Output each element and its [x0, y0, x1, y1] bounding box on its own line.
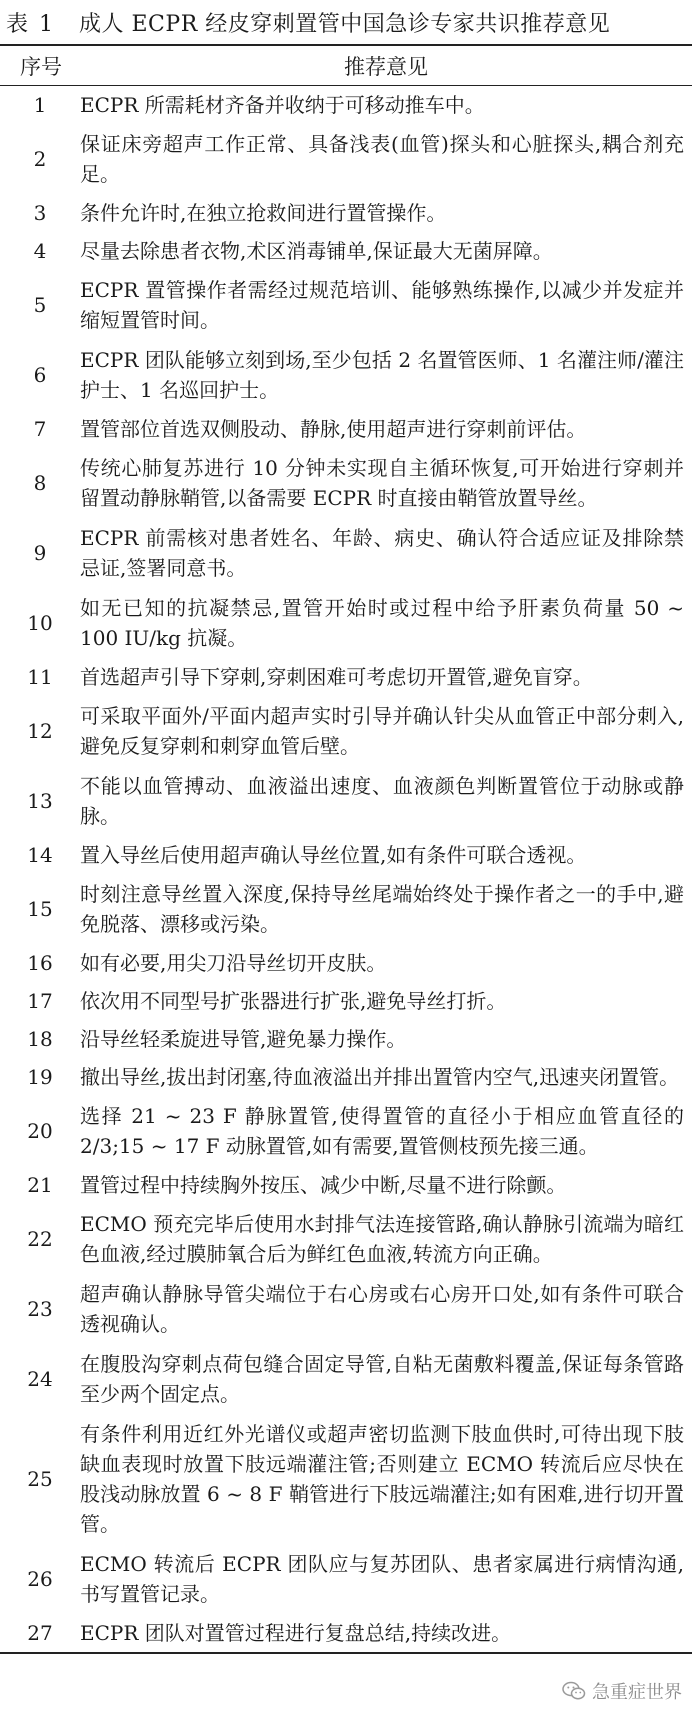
row-serial-number: 19: [27, 1065, 53, 1089]
row-recommendation-text: 依次用不同型号扩张器进行扩张,避免导丝打折。: [80, 989, 507, 1013]
row-recommendation-text: 首选超声引导下穿刺,穿刺困难可考虑切开置管,避免盲穿。: [80, 665, 593, 689]
row-serial-number: 22: [27, 1227, 53, 1251]
row-recommendation-text: ECPR 团队能够立刻到场,至少包括 2 名置管医师、1 名灌注师/灌注护士、1 名巡回护士。: [80, 348, 684, 402]
header-serial-number: 序号: [20, 54, 62, 79]
watermark: [560, 1676, 684, 1706]
table-row: [0, 1274, 692, 1344]
row-serial-number: 11: [27, 665, 53, 689]
row-recommendation-text: ECPR 所需耗材齐备并收纳于可移动推车中。: [80, 93, 485, 117]
row-serial-number: 18: [27, 1027, 53, 1051]
row-recommendation-text: 在腹股沟穿刺点荷包缝合固定导管,自粘无菌敷料覆盖,保证每条管路至少两个固定点。: [80, 1352, 684, 1406]
table-row: [0, 658, 692, 696]
row-serial-number: 5: [33, 293, 47, 317]
row-recommendation-text: 尽量去除患者衣物,术区消毒铺单,保证最大无菌屏障。: [80, 239, 553, 263]
row-recommendation-text: 如无已知的抗凝禁忌,置管开始时或过程中给予肝素负荷量 50 ~ 100 IU/kg 抗凝。: [80, 596, 684, 650]
row-serial-number: 14: [27, 843, 53, 867]
table-row: [0, 194, 692, 232]
table-number: 表 1: [6, 11, 55, 37]
table-title: 成人 ECPR 经皮穿刺置管中国急诊专家共识推荐意见: [79, 11, 611, 37]
table-row: [0, 1204, 692, 1274]
watermark-text: 急重症世界: [592, 1682, 682, 1703]
row-recommendation-text: 置管部位首选双侧股动、静脉,使用超声进行穿刺前评估。: [80, 417, 587, 441]
row-recommendation-text: 撤出导丝,拔出封闭塞,待血液溢出并排出置管内空气,迅速夹闭置管。: [80, 1065, 680, 1089]
row-recommendation-text: 不能以血管搏动、血液溢出速度、血液颜色判断置管位于动脉或静脉。: [80, 774, 684, 828]
row-serial-number: 3: [33, 201, 47, 225]
table-row: [0, 944, 692, 982]
table-row: [0, 696, 692, 766]
table-row: [0, 518, 692, 588]
table-row: [0, 340, 692, 410]
table-header-row: [0, 45, 692, 86]
header-recommendation: 推荐意见: [344, 54, 428, 79]
row-serial-number: 12: [27, 719, 53, 743]
table-row: [0, 1414, 692, 1544]
wechat-icon: [562, 1681, 586, 1701]
row-serial-number: 26: [27, 1567, 53, 1591]
row-serial-number: 15: [27, 897, 53, 921]
row-serial-number: 7: [33, 417, 47, 441]
table-row: [0, 410, 692, 448]
row-recommendation-text: 置入导丝后使用超声确认导丝位置,如有条件可联合透视。: [80, 843, 587, 867]
row-serial-number: 6: [33, 363, 47, 387]
table-row: [0, 1344, 692, 1414]
row-serial-number: 10: [27, 611, 53, 635]
row-recommendation-text: 可采取平面外/平面内超声实时引导并确认针尖从血管正中部分刺入,避免反复穿刺和刺穿血管后壁。: [80, 704, 684, 758]
row-recommendation-text: 条件允许时,在独立抢救间进行置管操作。: [80, 201, 447, 225]
table-row: [0, 1058, 692, 1096]
row-serial-number: 23: [27, 1297, 53, 1321]
row-serial-number: 16: [27, 951, 53, 975]
row-recommendation-text: 有条件利用近红外光谱仪或超声密切监测下肢血供时,可待出现下肢缺血表现时放置下肢远端灌注管;否则建立 ECMO 转流后应尽快在股浅动脉放置 6 ~ 8 F 鞘管进行下肢远端灌注;如有困难,进行切开置管。: [80, 1422, 684, 1536]
row-recommendation-text: ECPR 置管操作者需经过规范培训、能够熟练操作,以减少并发症并缩短置管时间。: [80, 278, 684, 332]
table-row: [0, 588, 692, 658]
table-row: [0, 1020, 692, 1058]
table-row: [0, 836, 692, 874]
row-recommendation-text: ECPR 前需核对患者姓名、年龄、病史、确认符合适应证及排除禁忌证,签署同意书。: [80, 526, 684, 580]
row-serial-number: 8: [33, 471, 47, 495]
row-serial-number: 27: [27, 1621, 53, 1645]
row-serial-number: 25: [27, 1467, 53, 1491]
row-recommendation-text: 如有必要,用尖刀沿导丝切开皮肤。: [80, 951, 387, 975]
table-row: [0, 270, 692, 340]
row-recommendation-text: 超声确认静脉导管尖端位于右心房或右心房开口处,如有条件可联合透视确认。: [80, 1282, 684, 1336]
table-body: [0, 86, 692, 1654]
table-row: [0, 86, 692, 125]
table-row: [0, 448, 692, 518]
row-serial-number: 1: [33, 93, 47, 117]
row-recommendation-text: 选择 21 ~ 23 F 静脉置管,使得置管的直径小于相应血管直径的 2/3;15 ~ 17 F 动脉置管,如有需要,置管侧枝预先接三通。: [80, 1104, 684, 1158]
recommendations-table: [0, 44, 692, 1654]
table-row: [0, 124, 692, 194]
table-caption: [0, 0, 692, 44]
row-recommendation-text: 传统心肺复苏进行 10 分钟未实现自主循环恢复,可开始进行穿刺并留置动静脉鞘管,以备需要 ECPR 时直接由鞘管放置导丝。: [80, 456, 684, 510]
row-serial-number: 2: [33, 147, 47, 171]
row-serial-number: 24: [27, 1367, 53, 1391]
row-recommendation-text: 时刻注意导丝置入深度,保持导丝尾端始终处于操作者之一的手中,避免脱落、漂移或污染。: [80, 882, 684, 936]
row-serial-number: 21: [27, 1173, 53, 1197]
row-recommendation-text: 置管过程中持续胸外按压、减少中断,尽量不进行除颤。: [80, 1173, 567, 1197]
row-serial-number: 20: [27, 1119, 53, 1143]
row-recommendation-text: 保证床旁超声工作正常、具备浅表(血管)探头和心脏探头,耦合剂充足。: [80, 132, 684, 186]
table-row: [0, 1096, 692, 1166]
row-serial-number: 4: [33, 239, 47, 263]
row-recommendation-text: ECMO 预充完毕后使用水封排气法连接管路,确认静脉引流端为暗红色血液,经过膜肺氧合后为鲜红色血液,转流方向正确。: [80, 1212, 684, 1266]
table-row: [0, 874, 692, 944]
row-serial-number: 13: [27, 789, 53, 813]
row-recommendation-text: 沿导丝轻柔旋进导管,避免暴力操作。: [80, 1027, 407, 1051]
table-row: [0, 1544, 692, 1614]
table-row: [0, 982, 692, 1020]
row-recommendation-text: ECPR 团队对置管过程进行复盘总结,持续改进。: [80, 1621, 512, 1645]
table-row: [0, 1614, 692, 1653]
table-row: [0, 1166, 692, 1204]
row-recommendation-text: ECMO 转流后 ECPR 团队应与复苏团队、患者家属进行病情沟通,书写置管记录。: [80, 1552, 684, 1606]
table-row: [0, 232, 692, 270]
row-serial-number: 9: [33, 541, 47, 565]
table-row: [0, 766, 692, 836]
row-serial-number: 17: [27, 989, 53, 1013]
